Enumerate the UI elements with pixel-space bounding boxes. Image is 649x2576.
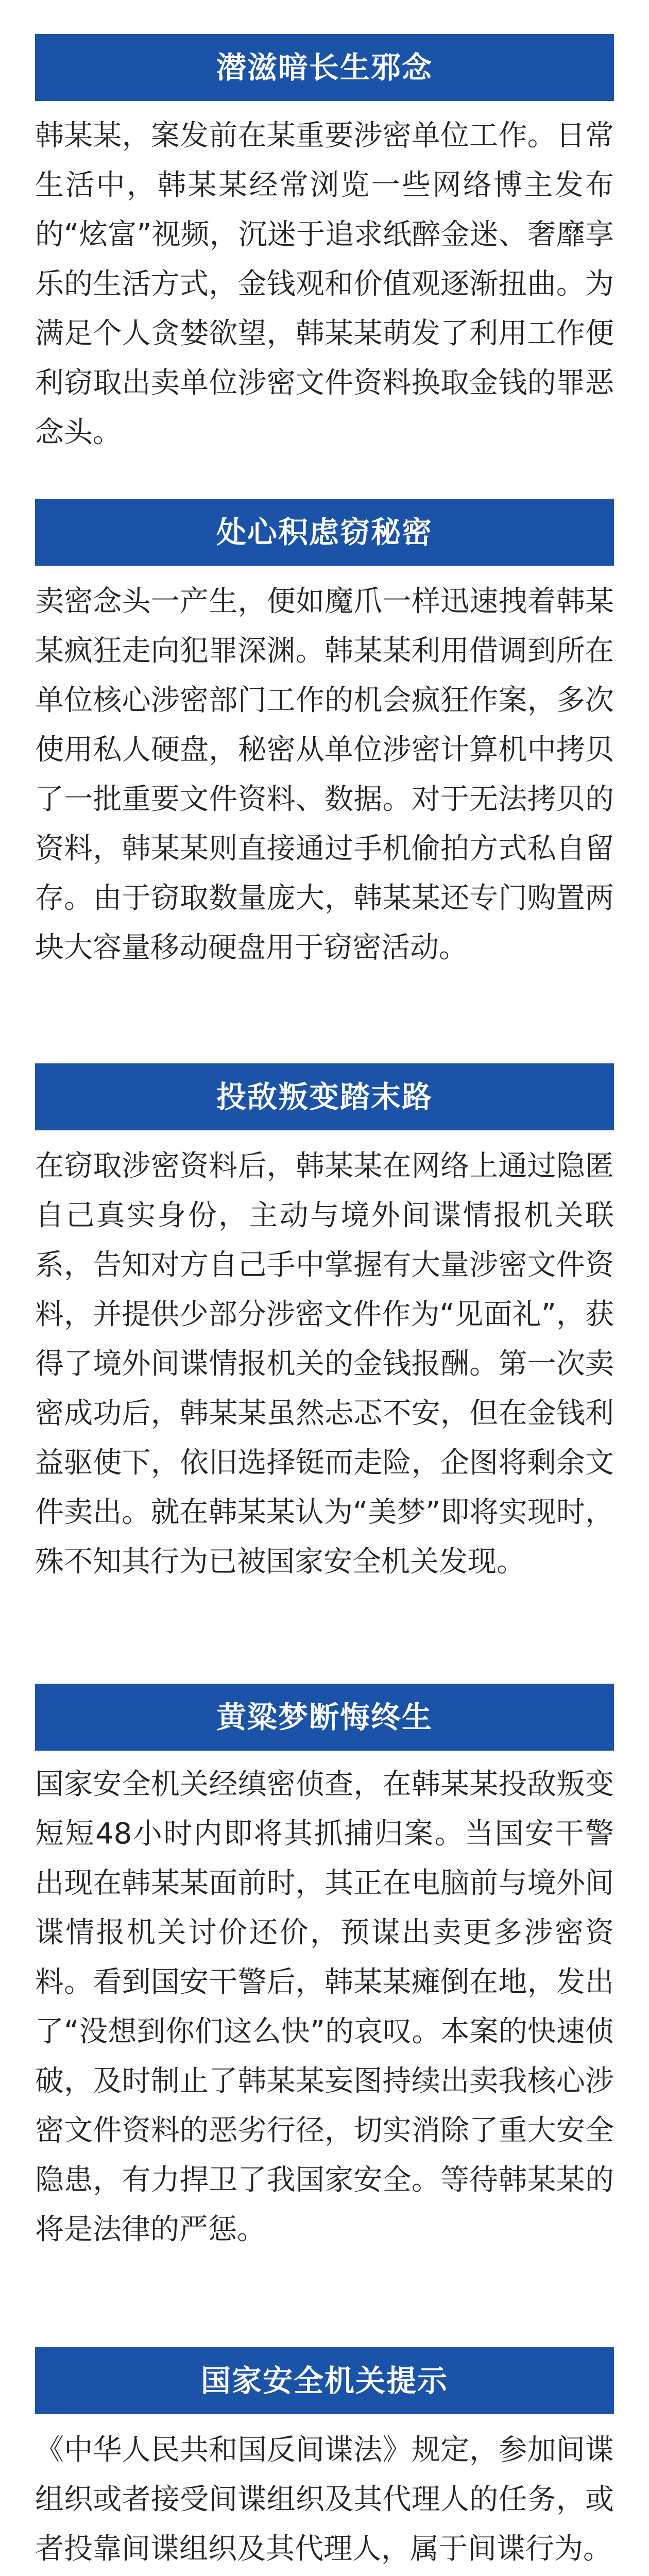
section-3-paragraph: 在窃取涉密资料后，韩某某在网络上通过隐匿自己真实身份，主动与境外间谍情报机关联系，告知对方自己手中掌握有大量涉密文件资料，并提供少部分涉密文件作为“见面礼”，获得了境外间谍情报机关的金钱报酬。第一次卖密成功后，韩某某虽然忐忑不安，但在金钱利益驱使下，依旧选择铤而走险，企图将剩余文件卖出。就在韩某某认为“美梦”即将实现时，殊不知其行为已被国家安全机关发现。 (35, 1149, 614, 1579)
section-header-2: 处心积虑窃秘密 (35, 499, 614, 566)
section-header-5: 国家安全机关提示 (35, 2347, 614, 2414)
section-header-3: 投敌叛变踏末路 (35, 1063, 614, 1130)
section-header-1: 潜滋暗长生邪念 (35, 34, 614, 101)
section-2-paragraph: 卖密念头一产生，便如魔爪一样迅速拽着韩某某疯狂走向犯罪深渊。韩某某利用借调到所在单位核心涉密部门工作的机会疯狂作案，多次使用私人硬盘，秘密从单位涉密计算机中拷贝了一批重要文件资料、数据。对于无法拷贝的资料，韩某某则直接通过手机偷拍方式私自留存。由于窃取数量庞大，韩某某还专门购置两块大容量移动硬盘用于窃密活动。 (35, 585, 614, 964)
section-5-paragraph-1: 《中华人民共和国反间谍法》规定，参加间谍组织或者接受间谍组织及其代理人的任务，或者投靠间谍组织及其代理人，属于间谍行为。 (35, 2433, 614, 2566)
section-1-paragraph: 韩某某，案发前在某重要涉密单位工作。日常生活中，韩某某经常浏览一些网络博主发布的“炫富”视频，沉迷于追求纸醉金迷、奢靡享乐的生活方式，金钱观和价值观逐渐扭曲。为满足个人贪婪欲望，韩某某萌发了利用工作便利窃取出卖单位涉密文件资料换取金钱的罪恶念头。 (35, 119, 614, 449)
section-4-paragraph: 国家安全机关经缜密侦查，在韩某某投敌叛变短短48小时内即将其抓捕归案。当国安干警出现在韩某某面前时，其正在电脑前与境外间谍情报机关讨价还价，预谋出卖更多涉密资料。看到国安干警后，韩某某瘫倒在地，发出了“没想到你们这么快”的哀叹。本案的快速侦破，及时制止了韩某某妄图持续出卖我核心涉密文件资料的恶劣行径，切实消除了重大安全隐患，有力捍卫了我国家安全。等待韩某某的将是法律的严惩。 (35, 1768, 614, 2246)
section-header-4: 黄粱梦断悔终生 (35, 1684, 614, 1751)
